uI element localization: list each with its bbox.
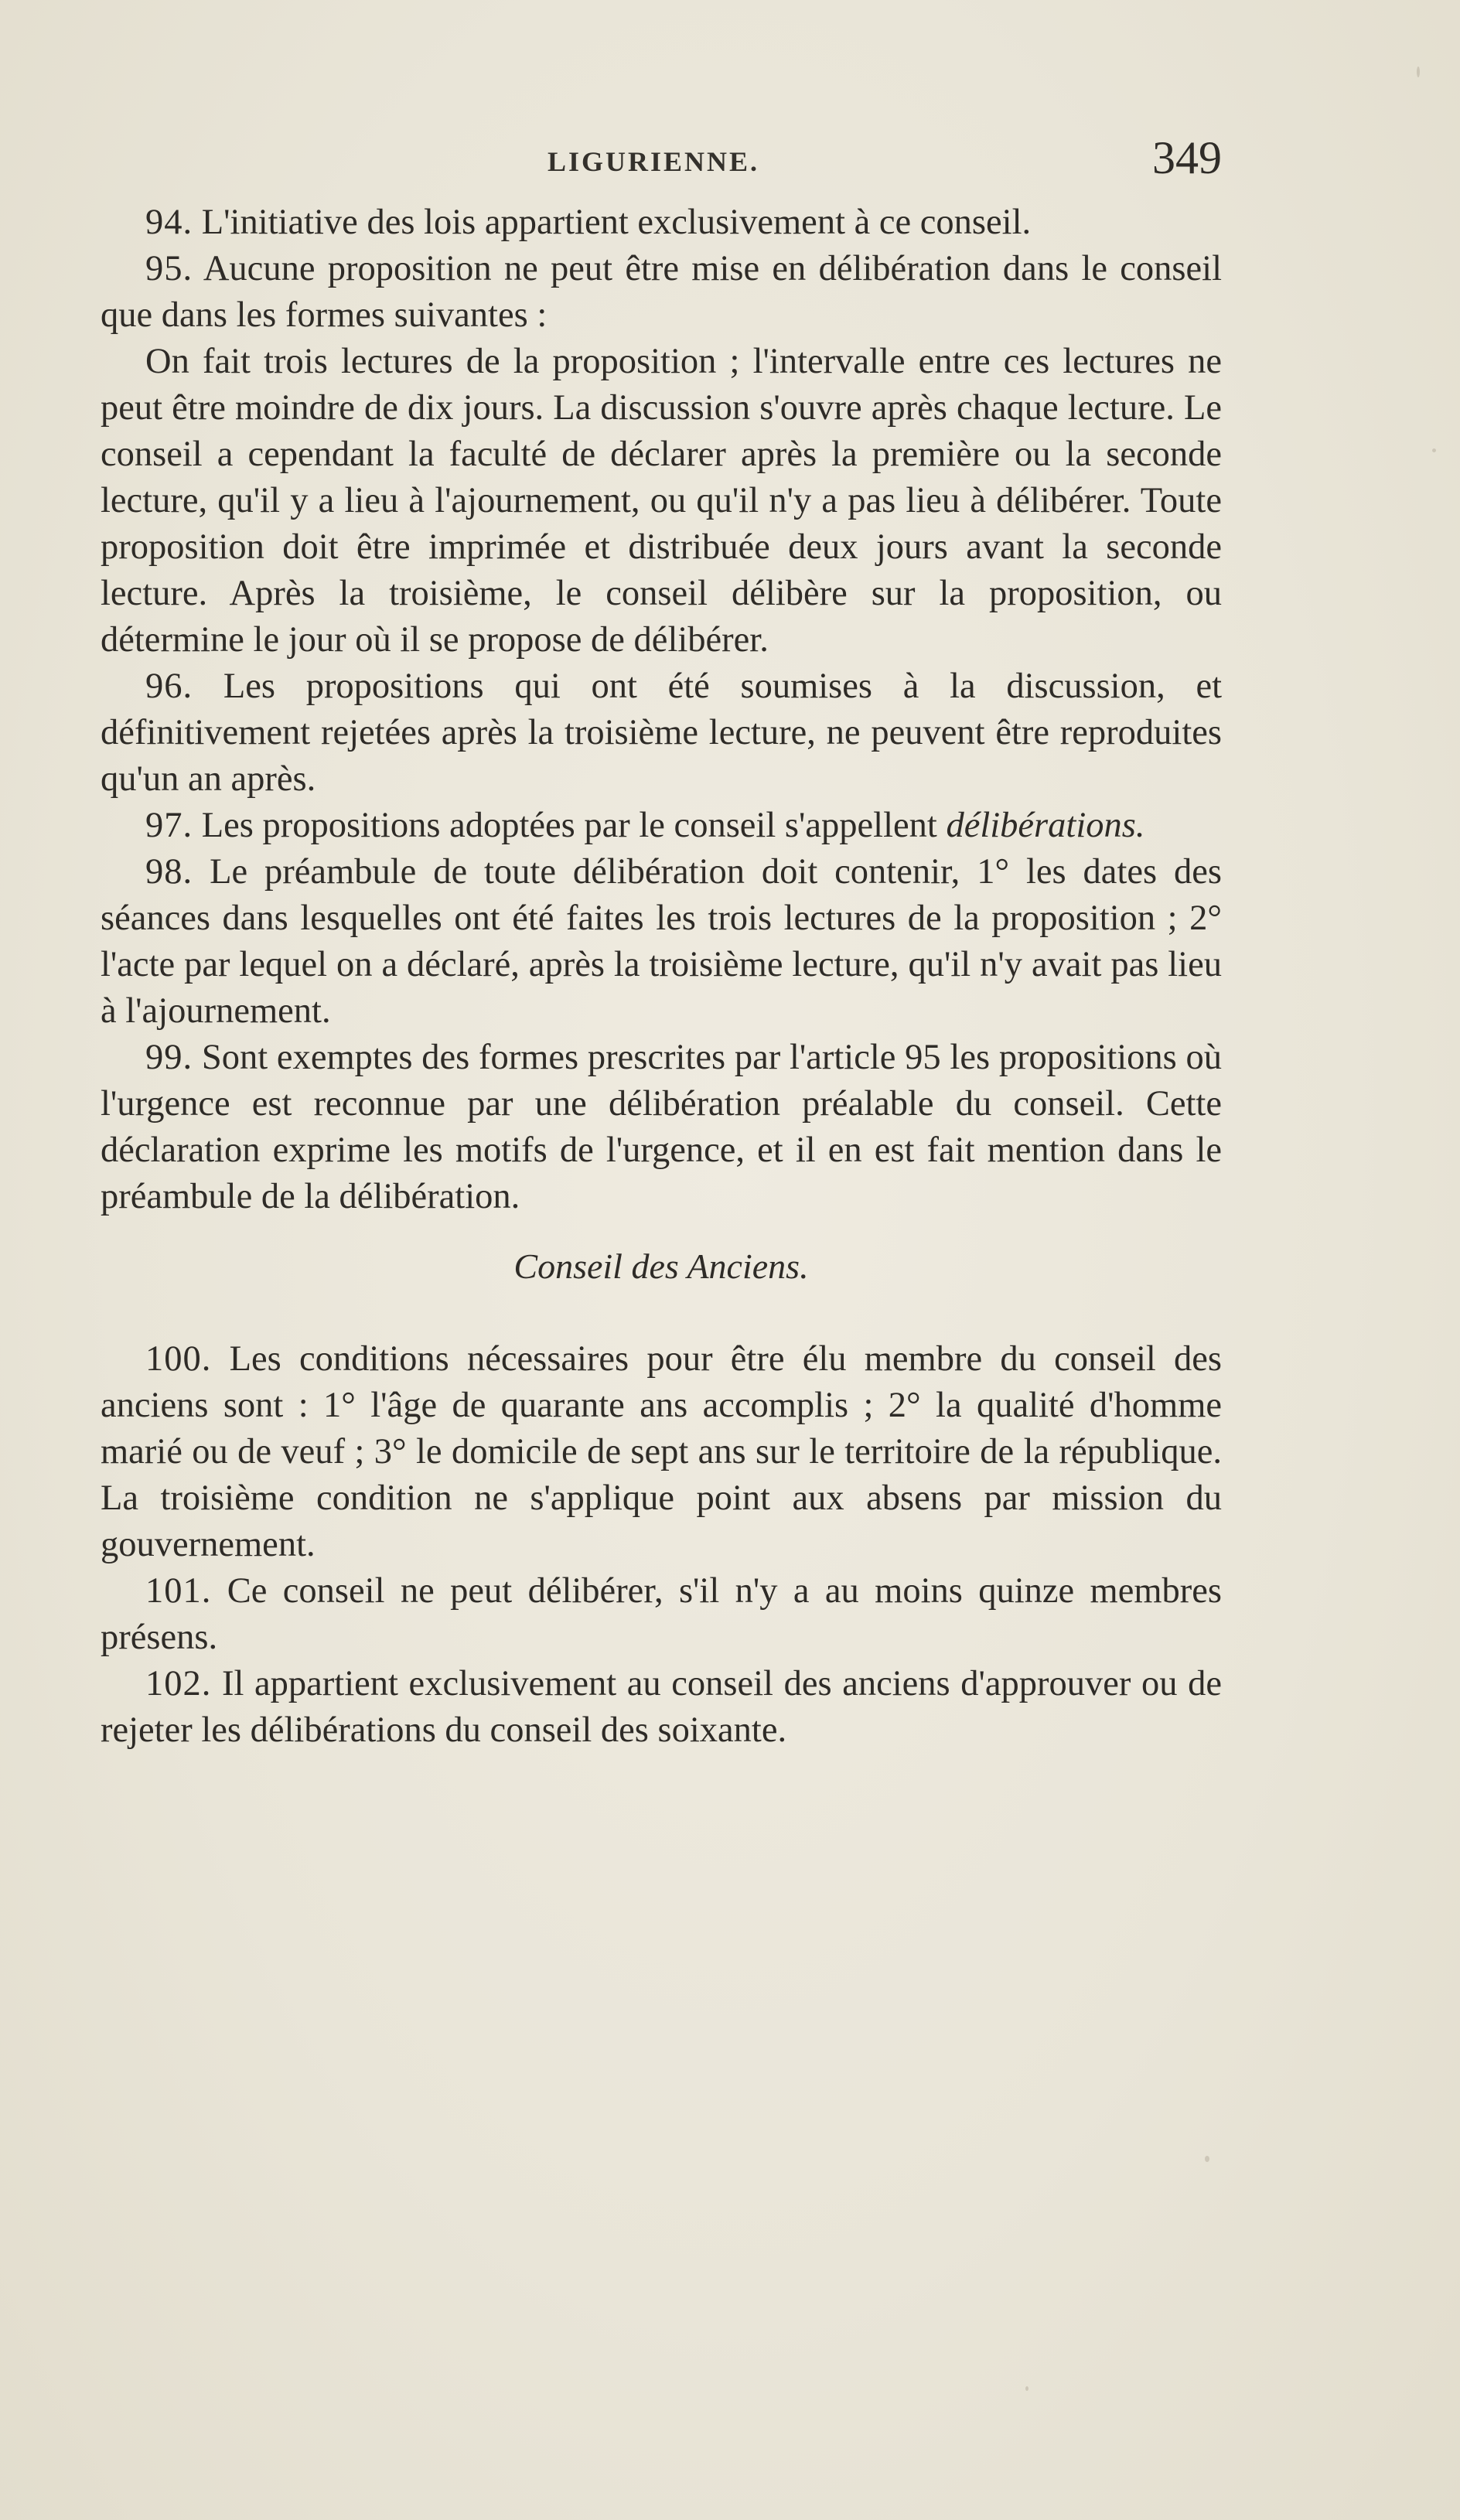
article-text: Les propositions qui ont été soumises à la discussion, et définitivement rejetées après la troisième lecture, ne peuvent être reproduites qu'un an après. <box>101 667 1222 799</box>
article-95-continuation <box>101 339 1222 663</box>
article-99 <box>101 1035 1222 1220</box>
article-94 <box>101 199 1222 246</box>
article-text: Le préambule de toute délibération doit contenir, 1° les dates des séances dans lesquelles ont été faites les trois lectures de la proposition ; 2° l'acte par lequel on a déclaré, après la troisième lecture, qu'il n'y avait pas lieu à l'ajournement. <box>101 852 1223 1031</box>
article-number: 94. <box>145 203 193 242</box>
section-title: Conseil des Anciens. <box>513 1246 809 1286</box>
article-number: 95. <box>145 249 193 288</box>
article-text: Les propositions adoptées par le conseil s'appellent <box>201 806 937 845</box>
paper-spot <box>1432 448 1436 452</box>
article-number: 98. <box>145 852 193 892</box>
section-spacer <box>101 1313 1222 1336</box>
article-text: Sont exemptes des formes prescrites par l'article 95 les propositions où l'urgence est reconnue par une délibération préalable du conseil. Cette déclaration exprime les motifs de l'urgence, et il en est fait mention dans le préambule de la délibération. <box>101 1038 1223 1216</box>
paper-spot <box>1205 2156 1209 2162</box>
article-text: L'initiative des lois appartient exclusivement à ce conseil. <box>201 203 1032 242</box>
article-text: Les conditions nécessaires pour être élu membre du conseil des anciens sont : 1° l'âge de quarante ans accomplis ; 2° la qualité d'homme marié ou de veuf ; 3° le domicile de sept ans sur le territoire de la république. La troisième condition ne s'applique point aux absens par mission du gouvernement. <box>101 1339 1222 1564</box>
article-95 <box>101 246 1222 339</box>
article-text: Il appartient exclusivement au conseil des anciens d'approuver ou de rejeter les délibérations du conseil des soixante. <box>101 1664 1222 1750</box>
article-98 <box>101 849 1222 1035</box>
paper-spot <box>1417 66 1420 77</box>
article-text: Ce conseil ne peut délibérer, s'il n'y a au moins quinze membres présens. <box>101 1571 1223 1657</box>
article-number: 100. <box>145 1339 212 1379</box>
article-96 <box>101 663 1222 803</box>
article-number: 96. <box>145 667 193 706</box>
article-number: 101. <box>145 1571 212 1611</box>
article-101 <box>101 1568 1222 1661</box>
article-100 <box>101 1336 1222 1568</box>
article-97 <box>101 803 1222 849</box>
article-text: Aucune proposition ne peut être mise en délibération dans le conseil que dans les formes suivantes : <box>101 249 1222 335</box>
body-text <box>101 199 1222 1754</box>
running-head: LIGURIENNE. <box>548 146 760 177</box>
article-text: On fait trois lectures de la proposition ; l'intervalle entre ces lectures ne peut être moindre de dix jours. La discussion s'ouvre après chaque lecture. Le conseil a cependant la faculté de déclarer après la première ou la seconde lecture, qu'il y a lieu à l'ajournement, ou qu'il n'y a pas lieu à délibérer. Toute proposition doit être imprimée et distribuée deux jours avant la seconde lecture. Après la troisième, le conseil délibère sur la proposition, ou détermine le jour où il se propose de délibérer. <box>101 342 1222 660</box>
page-number: 349 <box>1152 132 1222 183</box>
article-102 <box>101 1661 1222 1754</box>
paper-spot <box>1025 2386 1028 2391</box>
article-number: 97. <box>145 806 193 845</box>
article-number: 99. <box>145 1038 193 1077</box>
page-header <box>101 131 1222 193</box>
article-italic-term: délibérations. <box>946 806 1145 845</box>
article-number: 102. <box>145 1664 212 1703</box>
